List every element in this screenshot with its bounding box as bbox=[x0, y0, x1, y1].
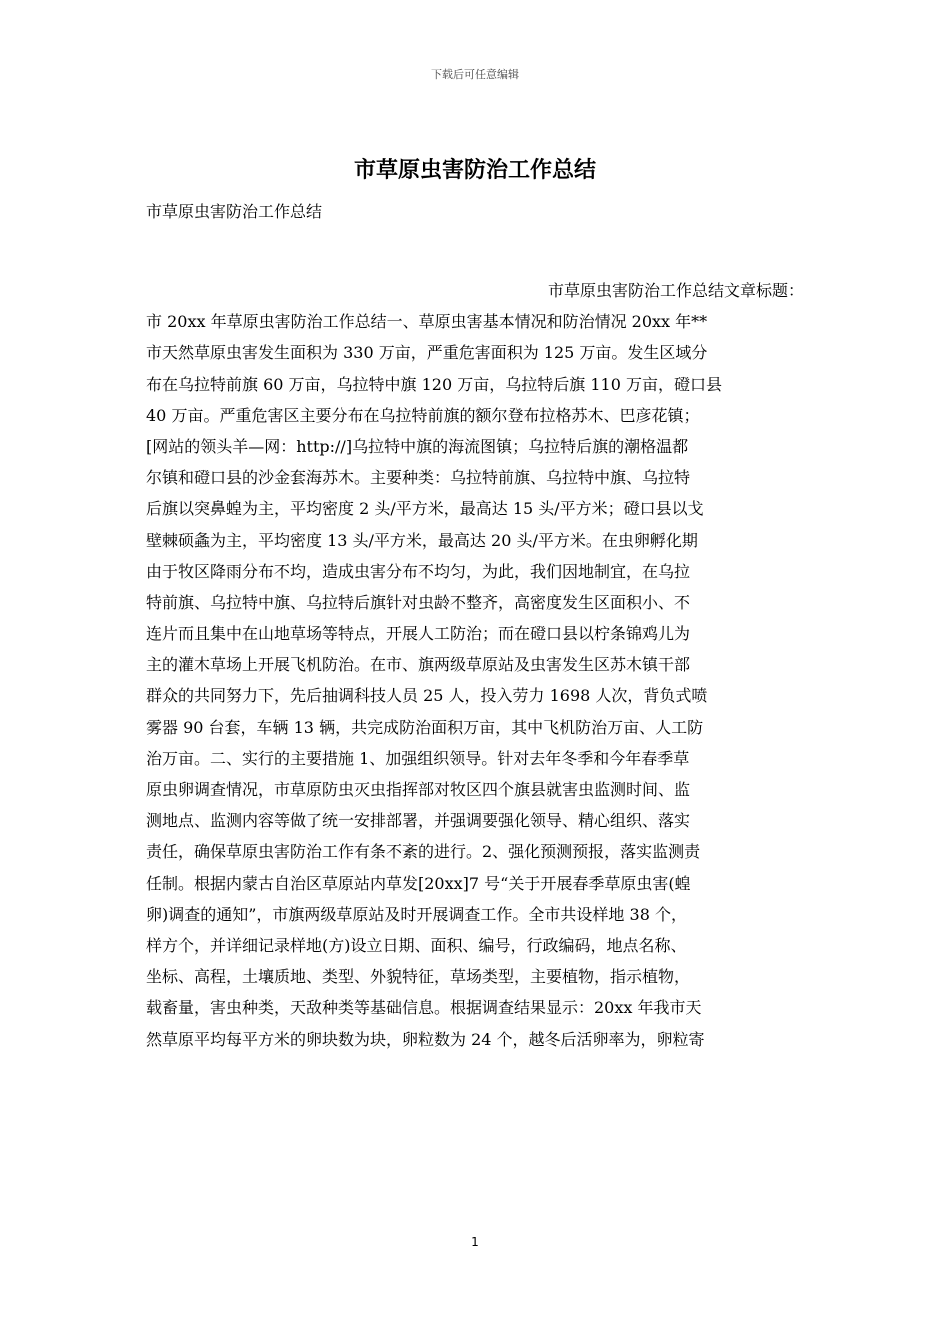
body-line: 由于牧区降雨分布不均，造成虫害分布不均匀，为此，我们因地制宜，在乌拉 bbox=[146, 561, 691, 581]
body-line: 任制。根据内蒙古自治区草原站内草发[20xx]7 号“关于开展春季草原虫害(蝗 bbox=[146, 873, 691, 893]
body-line: 市草原虫害防治工作总结文章标题： bbox=[547, 281, 804, 300]
body-line: 特前旗、乌拉特中旗、乌拉特后旗针对虫龄不整齐，高密度发生区面积小、不 bbox=[146, 592, 691, 612]
body-line: 壁棘硕螽为主，平均密度 13 头/平方米，最高达 20 头/平方米。在虫卵孵化期 bbox=[146, 530, 698, 550]
body-line: 市天然草原虫害发生面积为 330 万亩，严重危害面积为 125 万亩。发生区域分 bbox=[146, 343, 708, 363]
body-line: 后旗以突鼻蝗为主，平均密度 2 头/平方米，最高达 15 头/平方米；磴口县以戈 bbox=[146, 499, 704, 519]
document-title: 市草原虫害防治工作总结 bbox=[353, 158, 596, 183]
page-header-note: 下载后可任意编辑 bbox=[431, 68, 519, 81]
body-line: 尔镇和磴口县的沙金套海苏木。主要种类：乌拉特前旗、乌拉特中旗、乌拉特 bbox=[146, 468, 691, 488]
body-line: 主的灌木草场上开展飞机防治。在市、旗两级草原站及虫害发生区苏木镇干部 bbox=[146, 655, 691, 675]
body-line: 坐标、高程，土壤质地、类型、外貌特征，草场类型，主要植物，指示植物， bbox=[146, 967, 691, 987]
page-number: 1 bbox=[471, 1235, 479, 1249]
body-line: [网站的领头羊—网：http://]乌拉特中旗的海流图镇；乌拉特后旗的潮格温都 bbox=[146, 436, 689, 456]
body-line: 样方个，并详细记录样地(方)设立日期、面积、编号，行政编码，地点名称、 bbox=[146, 935, 687, 955]
body-line: 卵)调查的通知”，市旗两级草原站及时开展调查工作。全市共设样地 38 个， bbox=[146, 904, 687, 924]
body-line: 40 万亩。严重危害区主要分布在乌拉特前旗的额尔登布拉格苏木、巴彦花镇； bbox=[146, 405, 700, 425]
body-line: 连片而且集中在山地草场等特点，开展人工防治；而在磴口县以柠条锦鸡儿为 bbox=[146, 624, 691, 644]
body-line: 原虫卵调查情况，市草原防虫灭虫指挥部对牧区四个旗县就害虫监测时间、监 bbox=[146, 780, 691, 799]
document-body bbox=[146, 275, 804, 1055]
body-line: 市 20xx 年草原虫害防治工作总结一、草原虫害基本情况和防治情况 20xx 年** bbox=[146, 312, 708, 332]
body-line: 载畜量，害虫种类，天敌种类等基础信息。根据调查结果显示：20xx 年我市天 bbox=[146, 998, 702, 1018]
body-line: 测地点、监测内容等做了统一安排部署，并强调要强化领导、精心组织、落实 bbox=[146, 811, 691, 831]
body-line: 布在乌拉特前旗 60 万亩，乌拉特中旗 120 万亩，乌拉特后旗 110 万亩，磴口县 bbox=[146, 374, 722, 394]
document-subtitle: 市草原虫害防治工作总结 bbox=[146, 202, 323, 221]
body-line: 雾器 90 台套，车辆 13 辆，共完成防治面积万亩，其中飞机防治万亩、人工防 bbox=[146, 717, 704, 737]
body-line: 治万亩。二、实行的主要措施 1、加强组织领导。针对去年冬季和今年春季草 bbox=[146, 748, 690, 768]
body-line: 责任，确保草原虫害防治工作有条不紊的进行。2、强化预测预报，落实监测责 bbox=[146, 842, 701, 862]
body-line: 群众的共同努力下，先后抽调科技人员 25 人，投入劳力 1698 人次，背负式喷 bbox=[146, 686, 708, 706]
body-line: 然草原平均每平方米的卵块数为块，卵粒数为 24 个，越冬后活卵率为，卵粒寄 bbox=[146, 1029, 705, 1049]
